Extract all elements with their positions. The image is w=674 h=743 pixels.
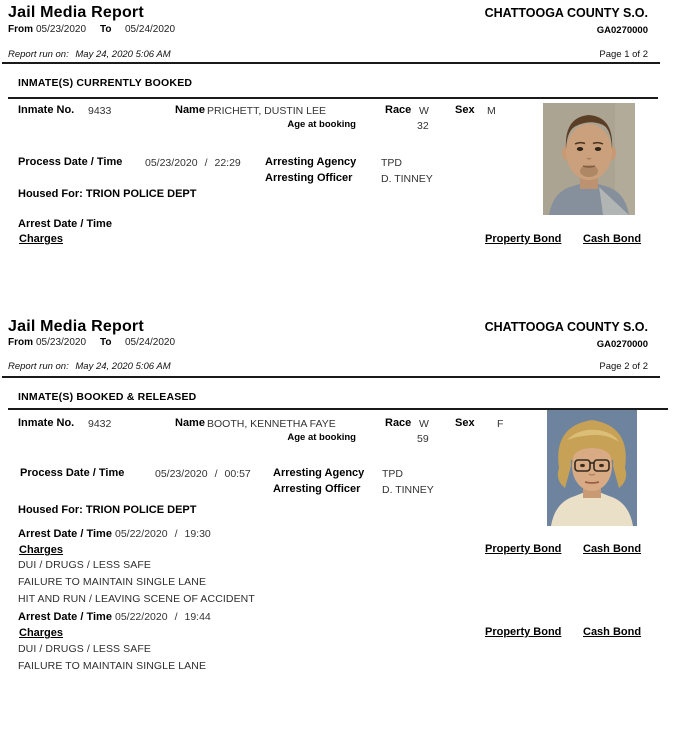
agency-name: CHATTOOGA COUNTY S.O. [484,6,648,20]
arrest-time: 19:30 [184,528,211,540]
process-time: 00:57 [224,468,251,480]
arresting-officer-value: D. TINNEY [381,173,433,185]
report-page-2 [0,313,674,743]
report-title: Jail Media Report [8,318,144,335]
charges-header: Charges [19,627,64,639]
sex-value: M [487,105,496,117]
section-title: INMATE(S) BOOKED & RELEASED [18,391,197,403]
process-datetime-label: Process Date / Time [20,467,125,479]
race-label: Race [385,417,412,429]
inmate-no-value: 9433 [88,105,112,117]
section-title: INMATE(S) CURRENTLY BOOKED [18,77,193,89]
datetime-separator: / [174,528,178,540]
process-datetime-value [155,468,251,480]
datetime-separator: / [174,611,178,623]
datetime-separator: / [204,157,208,169]
from-date: 05/23/2020 [36,24,87,35]
arresting-agency-label: Arresting Agency [265,156,357,168]
charges-header: Charges [19,233,64,245]
arrest-time: 19:44 [184,611,211,623]
to-date: 05/24/2020 [125,24,176,35]
property-bond-header: Property Bond [485,626,562,638]
to-label: To [100,24,112,35]
arresting-officer-value: D. TINNEY [382,484,434,496]
arresting-officer-label: Arresting Officer [273,483,361,495]
sex-label: Sex [455,417,475,429]
mugshot-photo-female [547,410,637,526]
property-bond-header: Property Bond [485,543,562,555]
male-mugshot-graphic [543,103,635,215]
arresting-officer-label: Arresting Officer [265,172,353,184]
from-label: From [8,337,33,348]
race-label: Race [385,104,412,116]
race-value: W [419,105,429,117]
cash-bond-header: Cash Bond [583,233,642,245]
housed-for-label: Housed For: [18,504,83,516]
age-at-booking-value: 59 [417,433,429,445]
charge-line: HIT AND RUN / LEAVING SCENE OF ACCIDENT [18,593,255,605]
arresting-agency-value: TPD [381,157,402,169]
housed-for-label: Housed For: [18,188,83,200]
charges-header: Charges [19,544,64,556]
report-title: Jail Media Report [8,4,144,21]
from-label: From [8,24,33,35]
report-page-1 [0,0,674,313]
charge-line: FAILURE TO MAINTAIN SINGLE LANE [18,576,207,588]
arrest-datetime-label: Arrest Date / Time [18,611,112,623]
charge-line: DUI / DRUGS / LESS SAFE [18,643,151,655]
name-value: PRICHETT, DUSTIN LEE [207,105,327,117]
report-run-on-value: May 24, 2020 5:06 AM [75,361,171,372]
report-run-on-value: May 24, 2020 5:06 AM [75,49,171,60]
arrest-datetime-label: Arrest Date / Time [18,218,112,230]
report-run-on-label: Report run on: [8,361,69,372]
name-label: Name [175,417,205,429]
female-mugshot-graphic [547,410,637,526]
sex-label: Sex [455,104,475,116]
process-datetime-label: Process Date / Time [18,156,123,168]
process-time: 22:29 [214,157,241,169]
inmate-no-value: 9432 [88,418,112,430]
age-at-booking-label: Age at booking [287,432,356,443]
arrest-date: 05/22/2020 [115,528,168,540]
process-datetime-value [145,157,241,169]
charge-line: DUI / DRUGS / LESS SAFE [18,559,151,571]
from-date: 05/23/2020 [36,337,87,348]
page-number: Page 1 of 2 [599,49,648,60]
to-label: To [100,337,112,348]
name-value: BOOTH, KENNETHA FAYE [207,418,336,430]
cash-bond-header: Cash Bond [583,626,642,638]
ori-number: GA0270000 [596,25,648,36]
report-run-on-label: Report run on: [8,49,69,60]
charge-line: FAILURE TO MAINTAIN SINGLE LANE [18,660,207,672]
age-at-booking-value: 32 [417,120,429,132]
mugshot-photo-male [543,103,635,215]
process-date: 05/23/2020 [145,157,198,169]
to-date: 05/24/2020 [125,337,176,348]
ori-number: GA0270000 [596,339,648,350]
arresting-agency-label: Arresting Agency [273,467,365,479]
section-rule [8,97,658,99]
age-at-booking-label: Age at booking [287,119,356,130]
name-label: Name [175,104,205,116]
page-number: Page 2 of 2 [599,361,648,372]
report-run-on [8,361,171,372]
arrest-date: 05/22/2020 [115,611,168,623]
housed-for [18,504,196,516]
inmate-no-label: Inmate No. [18,417,75,429]
property-bond-header: Property Bond [485,233,562,245]
report-run-on [8,49,171,60]
datetime-separator: / [214,468,218,480]
arrest-datetime-label: Arrest Date / Time [18,528,112,540]
cash-bond-header: Cash Bond [583,543,642,555]
agency-name: CHATTOOGA COUNTY S.O. [484,320,648,334]
arrest-datetime-value [115,611,211,623]
housed-for-value: TRION POLICE DEPT [85,188,197,200]
header-rule [2,62,660,64]
header-rule [2,376,660,378]
housed-for [18,188,196,200]
sex-value: F [497,418,504,430]
inmate-no-label: Inmate No. [18,104,75,116]
housed-for-value: TRION POLICE DEPT [85,504,197,516]
arrest-datetime-value [115,528,211,540]
race-value: W [419,418,429,430]
process-date: 05/23/2020 [155,468,208,480]
arresting-agency-value: TPD [382,468,403,480]
